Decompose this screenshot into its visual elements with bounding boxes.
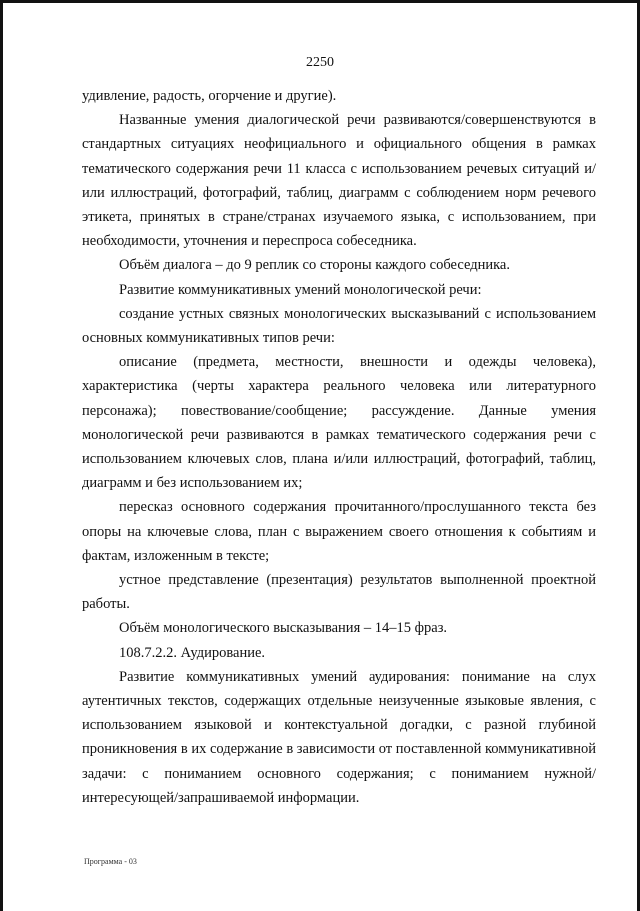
paragraph: Объём диалога – до 9 реплик со стороны каждого собеседника. xyxy=(119,257,510,274)
paragraph: устное представление (презентация) результатов выполненной проектной работы. xyxy=(82,572,596,613)
paragraph: Развитие коммуникативных умений монологической речи: xyxy=(119,281,482,298)
paragraph: описание (предмета, местности, внешности и одежды человека), характеристика (черты характера реального человека или литературного персонажа); повествование/сообщение; рассуждение. Данные умения монологической речи развиваются в рамках тематического содержания речи с использованием ключевых слов, плана и/или иллюстраций, фотографий, таблиц, диаграмм и без использованием их; xyxy=(82,354,596,492)
scan-border-left xyxy=(0,0,3,911)
paragraph: Объём монологического высказывания – 14–15 фраз. xyxy=(119,620,448,637)
document-body xyxy=(82,84,596,810)
footer-label: Программа - 03 xyxy=(84,857,137,866)
paragraph: удивление, радость, огорчение и другие). xyxy=(82,88,337,104)
section-heading: 108.7.2.2. Аудирование. xyxy=(119,644,266,661)
paragraph: создание устных связных монологических высказываний с использованием основных коммуникативных типов речи: xyxy=(82,305,596,347)
scan-border-top xyxy=(0,0,640,3)
paragraph: Названные умения диалогической речи развиваются/совершенствуются в стандартных ситуациях неофициального и официального общения в рамках тематического содержания речи 11 класса с использованием речевых ситуаций и/или иллюстраций, фотографий, таблиц, диаграмм с соблюдением норм речевого этикета, принятых в стране/странах изучаемого языка, с использованием, при необходимости, уточнения и переспроса собеседника. xyxy=(82,112,596,250)
paragraph: пересказ основного содержания прочитанного/прослушанного текста без опоры на ключевые слова, план с выражением своего отношения к событиям и фактам, изложенным в тексте; xyxy=(82,499,596,564)
paragraph: Развитие коммуникативных умений аудирования: понимание на слух аутентичных текстов, содержащих отдельные неизученные языковые явления, с использованием языковой и контекстуальной догадки, с разной глубиной проникновения в их содержание в зависимости от поставленной коммуникативной задачи: с пониманием основного содержания; с пониманием нужной/интересующей/запрашиваемой информации. xyxy=(82,668,596,806)
page-number: 2250 xyxy=(306,55,334,70)
